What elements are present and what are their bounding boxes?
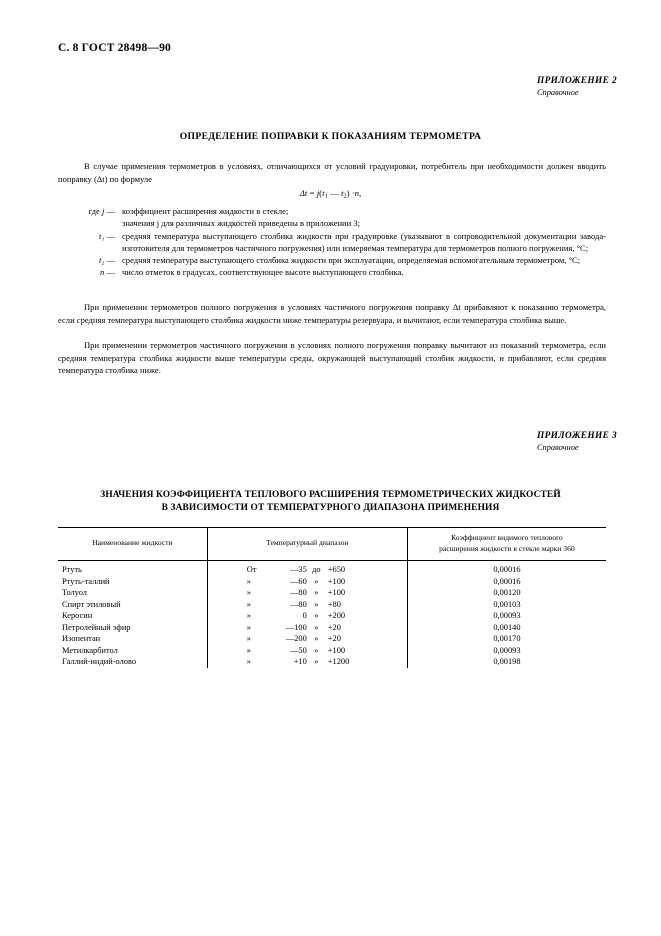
cell-coefficient: 0,00120 [493,588,521,598]
definition-symbol [58,254,122,266]
definition-text: число отметок в градусах, соответствующее высоте выступающего столбика. [122,267,404,278]
column-header-coefficient-line-2: расширения жидкости в стекле марки 360 [439,543,575,553]
range-high: +100 [327,588,346,598]
cell-coefficient: 0,00170 [493,634,521,644]
definition-row [58,230,606,255]
table-head [58,528,606,561]
table-row [58,576,606,588]
formula-lhs: Δt [299,188,308,198]
range-lead: » [246,611,251,621]
range-low: —60 [290,576,307,586]
definition-text-wrap [122,205,606,230]
definition-row [58,254,606,266]
coefficients-table [58,527,606,668]
formula-t1: t [322,188,325,198]
cell-liquid-name: Толуол [58,587,207,599]
range-low: 0 [302,611,307,621]
range-low: +10 [293,657,307,667]
definition-row [58,205,606,230]
appendix-2-block [537,76,617,98]
range-high: +200 [327,611,346,621]
cell-temperature-range [207,587,407,599]
table-row [58,656,606,668]
definition-symbol [58,266,122,278]
formula-n: n [354,188,360,198]
cell-coefficient: 0,00093 [493,611,521,621]
formula-dot: · [351,188,355,198]
cell-temperature-range [207,645,407,657]
range-lead: » [246,576,251,586]
range-lead: » [246,599,251,609]
table-row [58,561,606,576]
definition-symbol [58,205,122,217]
range-mid: » [314,576,319,586]
range-lead: » [246,622,251,632]
formula-equals: = [309,188,315,198]
appendix-2-subtitle: Справочное [536,87,579,97]
range-mid: » [314,588,319,598]
page-header: С. 8 ГОСТ 28498—90 [58,42,171,54]
cell-liquid-name: Метилкарбитол [58,645,207,657]
section-title: ОПРЕДЕЛЕНИЕ ПОПРАВКИ К ПОКАЗАНИЯМ ТЕРМОМЕТРА [179,131,482,142]
formula-minus: — [329,188,339,198]
range-mid: » [314,611,319,621]
partial-immersion-paragraph: При применении термометров частичного погружения в условиях полного погружения поправку вычитают из показаний термометра, если средняя температура столбика жидкости выше температуры среды, окружающей выступающий столбик жидкости, и прибавляют, если средняя температура столбика ниже. [58,340,606,376]
cell-coefficient: 0,00093 [493,645,521,655]
cell-temperature-range [207,633,407,645]
definition-text: коэффициент расширения жидкости в стекле; [122,206,289,216]
cell-temperature-range [207,561,407,576]
table-row [58,633,606,645]
cell-temperature-range [207,576,407,588]
full-immersion-paragraph-block [58,301,606,326]
cell-liquid-name: Ртуть [58,561,207,576]
cell-temperature-range [207,599,407,611]
table-title [20,489,641,515]
formula-open-paren: ( [319,188,323,198]
cell-liquid-name: Изопентан [58,633,207,645]
range-high: +650 [327,565,346,574]
table-title-line-1: ЗНАЧЕНИЯ КОЭФФИЦИЕНТА ТЕПЛОВОГО РАСШИРЕНИЯ ТЕРМОМЕТРИЧЕСКИХ ЖИДКОСТЕЙ [100,490,561,500]
cell-liquid-name: Спирт этиловый [58,599,207,611]
formula-t2-sub: 2 [343,192,347,200]
correction-formula [0,188,661,200]
range-high: +100 [327,645,346,655]
formula-t1-sub: 1 [324,192,328,200]
intro-paragraph-block [58,160,606,185]
intro-paragraph: В случае применения термометров в условиях, отличающихся от условий градуировки, потребитель при необходимости должен вводить поправку (Δt) по формуле [58,161,606,184]
coefficients-table-wrap [58,527,606,668]
appendix-3-subtitle: Справочное [536,442,579,452]
range-low: —80 [290,599,307,609]
range-mid: » [314,634,319,644]
range-lead: » [246,588,251,598]
cell-liquid-name: Галлий-индий-олово [58,656,207,668]
range-mid: » [314,657,319,667]
range-low: —50 [290,645,307,655]
range-mid: » [314,599,319,609]
column-header-coefficient-line-1: Коэффициент видимого теплового [451,533,563,542]
formula-j: j [316,188,320,198]
range-high: +20 [327,622,341,632]
cell-liquid-name: Петролейный эфир [58,622,207,634]
definition-text: средняя температура выступающего столбика жидкости при градуировке (указывают в сопроводительной документации завода-изготовителя для термометров частичного погружения) или измеряемая температура для термометров полного погружения, °С; [122,230,606,253]
definition-symbol [58,230,122,242]
definition-continuation: значения j для различных жидкостей приведены в приложении 3; [122,218,360,229]
range-low: —100 [285,622,307,632]
definition-row [58,266,606,278]
definition-text-wrap [122,266,606,278]
table-row [58,610,606,622]
table-row [58,645,606,657]
definition-dash: — [104,267,115,278]
range-lead: » [246,634,251,644]
definition-text: средняя температура выступающего столбика жидкости при эксплуатации, определяемая вспомогательным термометром, °С; [122,255,581,266]
cell-temperature-range [207,622,407,634]
definition-symbol-glyph: n [100,267,105,278]
range-mid: до [312,565,321,574]
cell-temperature-range [207,656,407,668]
formula-comma: , [359,188,362,198]
definition-dash: — [104,230,115,241]
range-mid: » [314,645,319,655]
range-lead: » [246,645,251,655]
cell-coefficient: 0,00016 [493,565,521,574]
range-high: +80 [327,599,341,609]
appendix-3-block [537,431,617,453]
range-high: +1200 [327,657,350,667]
table-row [58,587,606,599]
definition-symbol-glyph: t₁ [98,230,105,241]
table-body [58,561,606,668]
formula-t2: t [340,188,344,198]
definition-symbol-glyph: j [101,206,105,216]
definition-text-wrap [122,230,606,255]
table-title-line-2: В ЗАВИСИМОСТИ ОТ ТЕМПЕРАТУРНОГО ДИАПАЗОНА ПРИМЕНЕНИЯ [161,503,500,513]
table-header-row [58,528,606,561]
definition-text-wrap [122,254,606,266]
cell-liquid-name: Ртуть-таллий [58,576,207,588]
range-low: —35 [290,565,307,574]
range-low: —80 [290,588,307,598]
definition-symbol-glyph: t₂ [98,255,105,266]
definition-dash: — [104,255,115,266]
cell-temperature-range [207,610,407,622]
range-lead: » [246,657,251,667]
range-high: +20 [327,634,341,644]
symbol-definitions-list [58,205,606,279]
appendix-3-title: ПРИЛОЖЕНИЕ 3 [536,431,617,441]
partial-immersion-paragraph-block [58,339,606,377]
column-header-name: Наименование жидкости [58,528,207,561]
definition-prefix: где [88,206,102,216]
cell-liquid-name: Керосин [58,610,207,622]
column-header-range: Температурный диапазон [207,528,407,561]
appendix-2-title: ПРИЛОЖЕНИЕ 2 [536,76,617,86]
cell-coefficient: 0,00016 [493,576,521,586]
range-high: +100 [327,576,346,586]
cell-coefficient: 0,00140 [493,622,521,632]
range-lead: От [246,565,257,574]
full-immersion-paragraph: При применении термометров полного погружения в условиях частичного погружения поправку Δt прибавляют к показанию термометра, если средняя температура выступающего столбика жидкости ниже температуры резервуара, и вычитают, если температура столбика выше. [58,302,606,325]
formula-close-paren: ) [346,188,350,198]
definition-dash: — [104,206,115,216]
cell-coefficient: 0,00103 [493,599,521,609]
column-header-coefficient [407,528,606,561]
cell-coefficient: 0,00198 [493,657,521,667]
range-low: —200 [285,634,307,644]
range-mid: » [314,622,319,632]
table-row [58,622,606,634]
table-row [58,599,606,611]
